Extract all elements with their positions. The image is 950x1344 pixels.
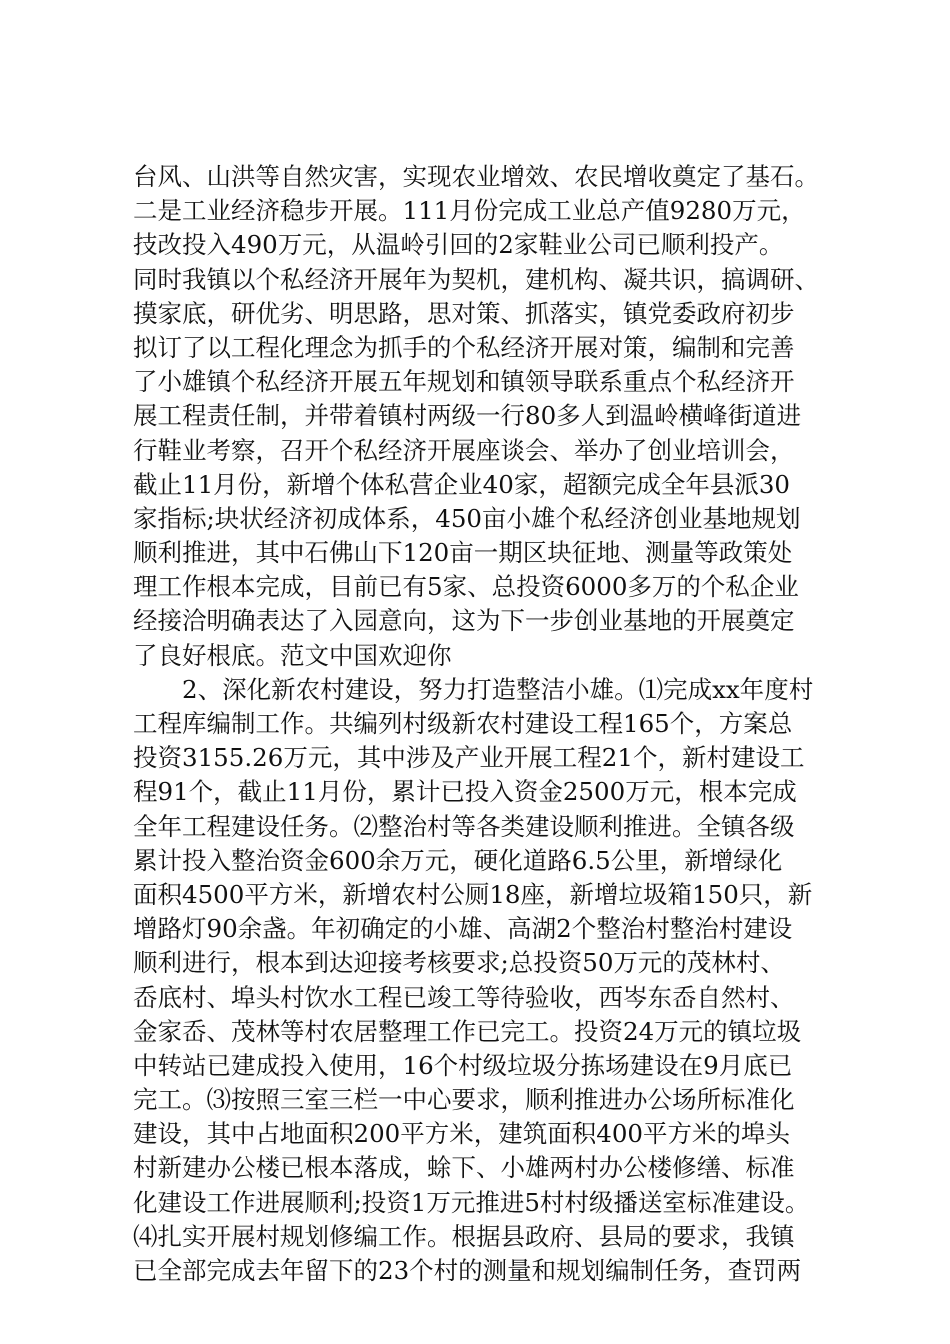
text-line-3: 技改投入490万元，从温岭引回的2家鞋业公司已顺利投产。 [133,230,784,260]
text-line-21: 累计投入整治资金600余万元，硬化道路6.5公里，新增绿化 [133,845,783,875]
paragraph-2-first-line: 2、深化新农村建设，努力打造整洁小雄。⑴完成xx年度村 [182,674,814,704]
text-line-13: 理工作根本完成，目前已有5家、总投资6000多万的个私企业 [133,572,799,602]
text-line-26: 金家岙、茂林等村农居整理工作已完工。投资24万元的镇垃圾 [133,1016,802,1046]
text-line-6: 拟订了以工程化理念为抓手的个私经济开展对策，编制和完善 [133,332,795,362]
text-line-20: 全年工程建设任务。⑵整治村等各类建设顺利推进。全镇各级 [133,811,795,841]
text-line-22: 面积4500平方米，新增农村公厕18座，新增垃圾箱150只，新 [133,879,813,909]
text-line-2: 二是工业经济稳步开展。111月份完成工业总产值9280万元， [133,196,806,226]
text-line-23: 增路灯90余盏。年初确定的小雄、高湖2个整治村整治村建设 [133,914,793,944]
text-line-32: ⑷扎实开展村规划修编工作。根据县政府、县局的要求，我镇 [133,1221,795,1251]
body-text [133,160,823,1288]
text-line-31: 化建设工作进展顺利;投资1万元推进5村村级播送室标准建设。 [133,1187,810,1217]
text-line-15: 了良好根底。范文中国欢迎你 [133,640,452,670]
text-line-28: 完工。⑶按照三室三栏一中心要求，顺利推进办公场所标准化 [133,1085,795,1115]
text-line-10: 截止11月份，新增个体私营企业40家，超额完成全年县派30 [133,469,791,499]
text-line-27: 中转站已建成投入使用，16个村级垃圾分拣场建设在9月底已 [133,1050,793,1080]
text-line-30: 村新建办公楼已根本落成，蜍下、小雄两村办公楼修缮、标准 [133,1153,795,1183]
text-line-5: 摸家底，研优劣、明思路，思对策、抓落实，镇党委政府初步 [133,298,795,328]
text-line-1: 台风、山洪等自然灾害，实现农业增效、农民增收奠定了基石。 [133,162,819,191]
text-line-11: 家指标;块状经济初成体系，450亩小雄个私经济创业基地规划 [133,503,801,533]
text-line-18: 投资3155.26万元，其中涉及产业开展工程21个，新村建设工 [133,743,805,773]
text-line-4: 同时我镇以个私经济开展年为契机，建机构、凝共识，搞调研、 [133,264,819,294]
text-line-14: 经接洽明确表达了入园意向，这为下一步创业基地的开展奠定 [133,606,795,636]
text-line-25: 岙底村、埠头村饮水工程已竣工等待验收，西岑东岙自然村、 [133,982,795,1012]
text-line-7: 了小雄镇个私经济开展五年规划和镇领导联系重点个私经济开 [133,367,795,397]
text-line-24: 顺利进行，根本到达迎接考核要求;总投资50万元的茂林村、 [133,948,785,978]
text-line-19: 程91个，截止11月份，累计已投入资金2500万元，根本完成 [133,777,797,807]
text-line-17: 工程库编制工作。共编列村级新农村建设工程165个，方案总 [133,709,793,738]
text-line-33: 已全部完成去年留下的23个村的测量和规划编制任务，查罚两 [133,1256,802,1285]
text-line-8: 展工程责任制，并带着镇村两级一行80多人到温岭横峰街道进 [133,401,802,431]
text-line-12: 顺利推进，其中石佛山下120亩一期区块征地、测量等政策处 [133,538,793,568]
text-line-29: 建设，其中占地面积200平方米，建筑面积400平方米的埠头 [133,1119,791,1149]
text-line-9: 行鞋业考察，召开个私经济开展座谈会、举办了创业培训会， [133,435,795,465]
